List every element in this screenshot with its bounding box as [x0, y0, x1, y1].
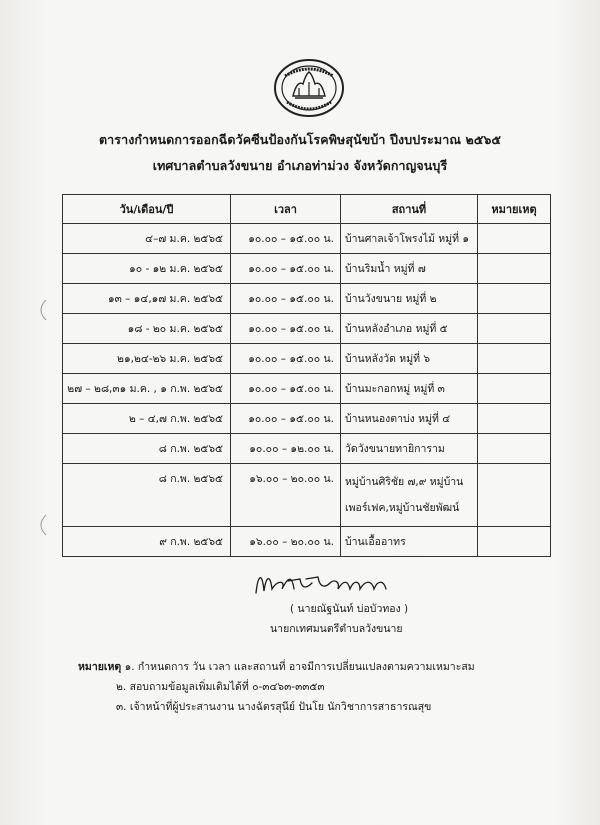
cell-note: [478, 344, 551, 374]
cell-place: บ้านเอื้ออาทร: [341, 527, 478, 557]
cell-date: ๑๓ – ๑๔,๑๗ ม.ค. ๒๕๖๕: [63, 284, 231, 314]
cell-note: [478, 284, 551, 314]
table-row: [63, 254, 551, 284]
municipality-seal-logo: [273, 58, 345, 118]
note-item: [78, 657, 475, 677]
table-row: [63, 314, 551, 344]
note-item: ๓. เจ้าหน้าที่ผู้ประสานงาน นางฉัตรสุนีย์ ปันโย นักวิชาการสาธารณสุข: [116, 701, 432, 713]
cell-note: [478, 434, 551, 464]
table-row: [63, 284, 551, 314]
cell-time: ๑๐.๐๐ – ๑๕.๐๐ น.: [231, 404, 341, 434]
cell-place: บ้านศาลเจ้าโพรงไม้ หมู่ที่ ๑: [341, 224, 478, 254]
cell-place: บ้านมะกอกหมู่ หมู่ที่ ๓: [341, 374, 478, 404]
binder-hole-marks: [32, 300, 52, 540]
cell-place: บ้านริมน้ำ หมู่ที่ ๗: [341, 254, 478, 284]
table-row: [63, 434, 551, 464]
table-row: [63, 404, 551, 434]
cell-time: ๑๐.๐๐ – ๑๕.๐๐ น.: [231, 224, 341, 254]
header-note: หมายเหตุ: [478, 195, 551, 224]
signer-name: ( นายณัฐนันท์ บ่อบัวทอง ): [290, 603, 409, 615]
cell-date: ๒๑,๒๔-๒๖ ม.ค. ๒๕๖๕: [63, 344, 231, 374]
cell-place: บ้านหลังวัด หมู่ที่ ๖: [341, 344, 478, 374]
cell-place: หมู่บ้านศิริชัย ๗,๙ หมู่บ้านเพอร์เฟค,หมู่บ้านชัยพัฒน์: [341, 464, 478, 527]
cell-note: [478, 464, 551, 527]
cell-note: [478, 374, 551, 404]
table-row: [63, 464, 551, 527]
cell-time: ๑๐.๐๐ – ๑๕.๐๐ น.: [231, 284, 341, 314]
document-title: ตารางกำหนดการออกฉีดวัคซีนป้องกันโรคพิษสุนัขบ้า ปีงบประมาณ ๒๕๖๕: [98, 132, 502, 147]
cell-note: [478, 404, 551, 434]
table-row: [63, 344, 551, 374]
cell-time: ๑๐.๐๐ – ๑๕.๐๐ น.: [231, 374, 341, 404]
table-row: [63, 374, 551, 404]
cell-date: ๒๗ – ๒๘,๓๑ ม.ค. , ๑ ก.พ. ๒๕๖๕: [63, 374, 231, 404]
cell-date: ๒ – ๔,๗ ก.พ. ๒๕๖๕: [63, 404, 231, 434]
note-text: ๑. กำหนดการ วัน เวลา และสถานที่ อาจมีการเปลี่ยนแปลงตามความเหมาะสม: [124, 661, 475, 673]
cell-place: บ้านหลังอำเภอ หมู่ที่ ๕: [341, 314, 478, 344]
table-row: [63, 224, 551, 254]
table-row: [63, 527, 551, 557]
cell-time: ๑๐.๐๐ – ๑๕.๐๐ น.: [231, 314, 341, 344]
cell-note: [478, 254, 551, 284]
cell-date: ๔–๗ ม.ค. ๒๕๖๕: [63, 224, 231, 254]
handwritten-signature: [248, 565, 398, 601]
header-place: สถานที่: [341, 195, 478, 224]
header-time: เวลา: [231, 195, 341, 224]
vaccination-schedule-table: [62, 194, 551, 557]
cell-note: [478, 527, 551, 557]
cell-note: [478, 224, 551, 254]
signer-position: นายกเทศมนตรีตำบลวังขนาย: [270, 623, 403, 635]
header-date: วัน/เดือน/ปี: [63, 195, 231, 224]
cell-date: ๑๘ - ๒๐ ม.ค. ๒๕๖๕: [63, 314, 231, 344]
cell-place: บ้านหนองตาบ่ง หมู่ที่ ๔: [341, 404, 478, 434]
document-subtitle: เทศบาลตำบลวังขนาย อำเภอท่าม่วง จังหวัดกาญจนบุรี: [152, 158, 448, 173]
notes-label: หมายเหตุ: [78, 661, 122, 673]
table-header-row: [63, 195, 551, 224]
cell-date: ๑๐ - ๑๒ ม.ค. ๒๕๖๕: [63, 254, 231, 284]
cell-date: ๘ ก.พ. ๒๕๖๕: [63, 464, 231, 527]
cell-time: ๑๖.๐๐ – ๒๐.๐๐ น.: [231, 464, 341, 527]
note-item: ๒. สอบถามข้อมูลเพิ่มเติมได้ที่ ๐-๓๔๖๓-๓๓๕๓: [116, 681, 325, 693]
cell-date: ๘ ก.พ. ๒๕๖๕: [63, 434, 231, 464]
cell-time: ๑๐.๐๐ – ๑๒.๐๐ น.: [231, 434, 341, 464]
cell-date: ๙ ก.พ. ๒๕๖๕: [63, 527, 231, 557]
cell-time: ๑๐.๐๐ – ๑๕.๐๐ น.: [231, 344, 341, 374]
cell-place: บ้านวังขนาย หมู่ที่ ๒: [341, 284, 478, 314]
cell-note: [478, 314, 551, 344]
cell-time: ๑๖.๐๐ – ๒๐.๐๐ น.: [231, 527, 341, 557]
cell-time: ๑๐.๐๐ – ๑๕.๐๐ น.: [231, 254, 341, 284]
notes-section: [78, 657, 475, 717]
cell-place: วัดวังขนายทายิการาม: [341, 434, 478, 464]
